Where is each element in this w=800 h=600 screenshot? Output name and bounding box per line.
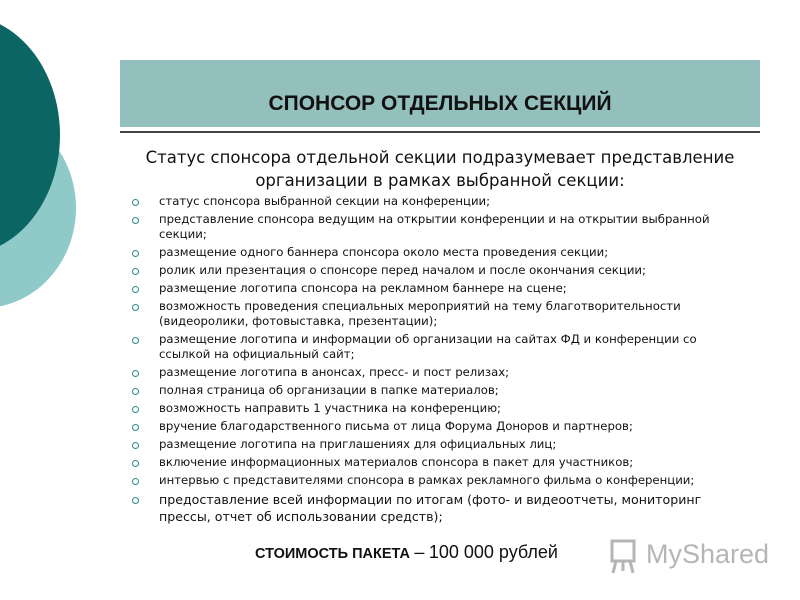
list-item: [132, 245, 732, 260]
bullet-marker-icon: [132, 199, 139, 206]
bullet-marker-icon: [132, 370, 139, 377]
list-item-text: предоставление всей информации по итогам (фото- и видеоотчеты, мониторинг прессы, отчет об использовании средств);: [159, 492, 702, 524]
bullet-marker-icon: [132, 406, 139, 413]
list-item-text: возможность направить 1 участника на конференцию;: [159, 401, 501, 415]
list-item: [132, 419, 732, 434]
list-item: [132, 194, 732, 209]
list-item-text: размещение логотипа в анонсах, пресс- и пост релизах;: [159, 365, 510, 379]
bullet-marker-icon: [132, 286, 139, 293]
list-item-text: вручение благодарственного письма от лица Форума Доноров и партнеров;: [159, 419, 633, 433]
list-item: [132, 437, 732, 452]
list-item-text: статус спонсора выбранной секции на конференции;: [159, 194, 491, 208]
watermark-logo-icon: [608, 537, 644, 577]
bullet-marker-icon: [132, 497, 139, 504]
benefits-list: [132, 194, 732, 528]
list-item-text: ролик или презентация о спонсоре перед началом и после окончания секции;: [159, 263, 646, 277]
bullet-marker-icon: [132, 268, 139, 275]
package-price: [255, 542, 558, 563]
bullet-marker-icon: [132, 388, 139, 395]
list-item: [132, 455, 732, 470]
bullet-marker-icon: [132, 217, 139, 224]
price-value: 100 000 рублей: [428, 542, 558, 562]
slide-title: СПОНСОР ОТДЕЛЬНЫХ СЕКЦИЙ: [268, 92, 612, 115]
list-item-text: размещение логотипа и информации об организации на сайтах ФД и конференции со ссылкой на официальный сайт;: [159, 332, 697, 361]
list-item-text: полная страница об организации в папке материалов;: [159, 383, 499, 397]
list-item-text: возможность проведения специальных мероприятий на тему благотворительности (видеоролики, фотовыставка, презентации);: [159, 299, 681, 328]
myshared-watermark: [608, 537, 768, 577]
list-item: [132, 401, 732, 416]
list-item-text: представление спонсора ведущим на открытии конференции и на открытии выбранной секции;: [159, 212, 710, 241]
bullet-marker-icon: [132, 478, 139, 485]
title-divider: [120, 131, 760, 133]
list-item: [132, 332, 732, 362]
bullet-marker-icon: [132, 460, 139, 467]
list-item-text: размещение логотипа спонсора на рекламном баннере на сцене;: [159, 281, 567, 295]
list-item-text: размещение логотипа на приглашениях для официальных лиц;: [159, 437, 557, 451]
list-item: [132, 212, 732, 242]
intro-paragraph: Статус спонсора отдельной секции подразумевает представление организации в рамках выбранной секции:: [145, 148, 735, 190]
bullet-marker-icon: [132, 337, 139, 344]
list-item: [132, 383, 732, 398]
list-item: [132, 263, 732, 278]
bullet-marker-icon: [132, 304, 139, 311]
bullet-marker-icon: [132, 424, 139, 431]
price-dash: –: [414, 542, 425, 562]
watermark-text: MyShared: [646, 539, 770, 569]
bullet-marker-icon: [132, 442, 139, 449]
list-item: [132, 299, 732, 329]
list-item: [132, 365, 732, 380]
list-item-text: включение информационных материалов спонсора в пакет для участников;: [159, 455, 634, 469]
list-item: [132, 491, 732, 525]
list-item-text: интервью с представителями спонсора в рамках рекламного фильма о конференции;: [159, 473, 695, 487]
list-item-text: размещение одного баннера спонсора около места проведения секции;: [159, 245, 609, 259]
list-item: [132, 473, 732, 488]
bullet-marker-icon: [132, 250, 139, 257]
price-label: СТОИМОСТЬ ПАКЕТА: [255, 546, 410, 562]
list-item: [132, 281, 732, 296]
